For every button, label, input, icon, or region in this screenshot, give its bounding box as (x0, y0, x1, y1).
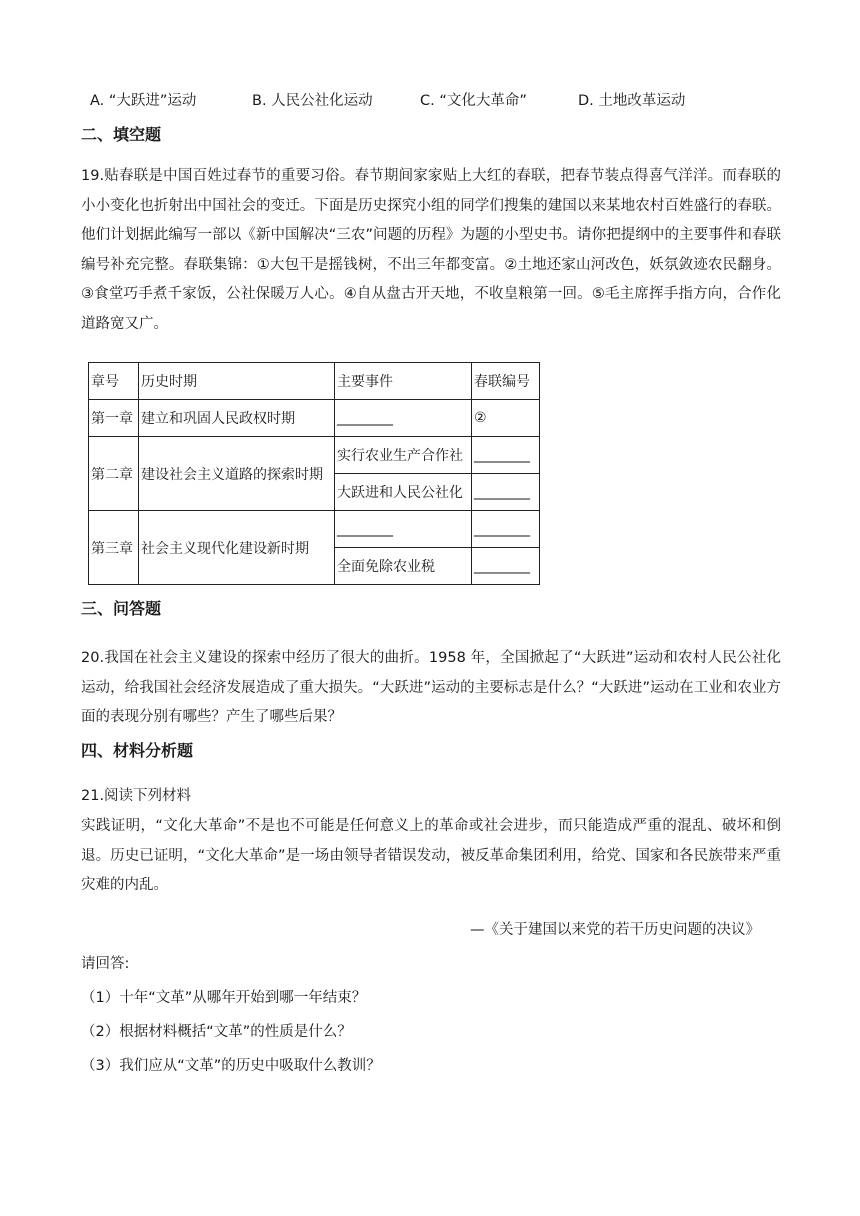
chapter-cell: 第二章 (89, 437, 139, 511)
event-cell: 全面免除农业税 (335, 548, 472, 585)
section-material-heading: 四、材料分析题 (81, 741, 194, 760)
section-fill-in-heading: 二、填空题 (81, 125, 162, 144)
outline-table (88, 362, 540, 585)
event-blank: ________ (335, 400, 472, 437)
sub-question-3: （3）我们应从“文革”的历史中吸取什么教训？ (81, 1058, 381, 1074)
event-blank: ________ (335, 511, 472, 548)
number-blank: ________ (472, 474, 540, 511)
material-text: 实践证明，“文化大革命”不是也不可能是任何意义上的革命或社会进步，而只能造成严重的混乱、破坏和倒退。历史已证明，“文化大革命”是一场由领导者错误发动，被反革命集团利用，给党、国家和各民族带来严重灾难的内乱。 (81, 818, 781, 893)
number-blank: ________ (472, 437, 540, 474)
number-blank: ________ (472, 548, 540, 585)
sub-question-1: （1）十年“文革”从哪年开始到哪一年结束？ (81, 990, 367, 1006)
material-source: —《关于建国以来党的若干历史问题的决议》 (470, 922, 760, 938)
option-c: C. “文化大革命” (420, 93, 527, 109)
header-event: 主要事件 (335, 363, 472, 400)
question-prompt: 请回答: (81, 956, 130, 972)
option-d: D. 土地改革运动 (578, 93, 686, 109)
question-21-title: 21.阅读下列材料 (81, 788, 192, 804)
number-cell: ② (472, 400, 540, 437)
question-19-text: 19.贴春联是中国百姓过春节的重要习俗。春节期间家家贴上大红的春联，把春节装点得喜气洋洋。而春联的小小变化也折射出中国社会的变迁。下面是历史探究小组的同学们搜集的建国以来某地农村百姓盛行的春联。他们计划据此编写一部以《新中国解决“三农”问题的历程》为题的小型史书。请你把提纲中的主要事件和春联编号补充完整。春联集锦：①大包干是摇钱树，不出三年都变富。②土地还家山河改色，妖氛敛迹农民翻身。③食堂巧手煮千家饭，公社保暖万人心。④自从盘古开天地，不收皇粮第一回。⑤毛主席挥手指方向，合作化道路宽又广。 (81, 168, 781, 332)
header-chapter: 章号 (89, 363, 139, 400)
option-a: A. “大跃进”运动 (90, 93, 197, 109)
period-cell: 建设社会主义道路的探索时期 (139, 437, 335, 511)
event-cell: 实行农业生产合作社 (335, 437, 472, 474)
chapter-cell: 第一章 (89, 400, 139, 437)
table-header-row (89, 363, 540, 400)
chapter-cell: 第三章 (89, 511, 139, 585)
option-b: B. 人民公社化运动 (252, 93, 373, 109)
table-row (89, 400, 540, 437)
section-qa-heading: 三、问答题 (81, 599, 162, 618)
event-cell: 大跃进和人民公社化 (335, 474, 472, 511)
number-blank: ________ (472, 511, 540, 548)
sub-question-2: （2）根据材料概括“文革”的性质是什么？ (81, 1024, 352, 1040)
period-cell: 社会主义现代化建设新时期 (139, 511, 335, 585)
period-cell: 建立和巩固人民政权时期 (139, 400, 335, 437)
q18-options (90, 89, 810, 109)
table-row (89, 511, 540, 548)
header-couplet-number: 春联编号 (472, 363, 540, 400)
table-row (89, 437, 540, 474)
header-period: 历史时期 (139, 363, 335, 400)
question-20-text: 20.我国在社会主义建设的探索中经历了很大的曲折。1958 年，全国掀起了“大跃进”运动和农村人民公社化运动，给我国社会经济发展造成了重大损失。“大跃进”运动的主要标志是什么？“大跃进”运动在工业和农业方面的表现分别有哪些？产生了哪些后果？ (81, 650, 781, 725)
